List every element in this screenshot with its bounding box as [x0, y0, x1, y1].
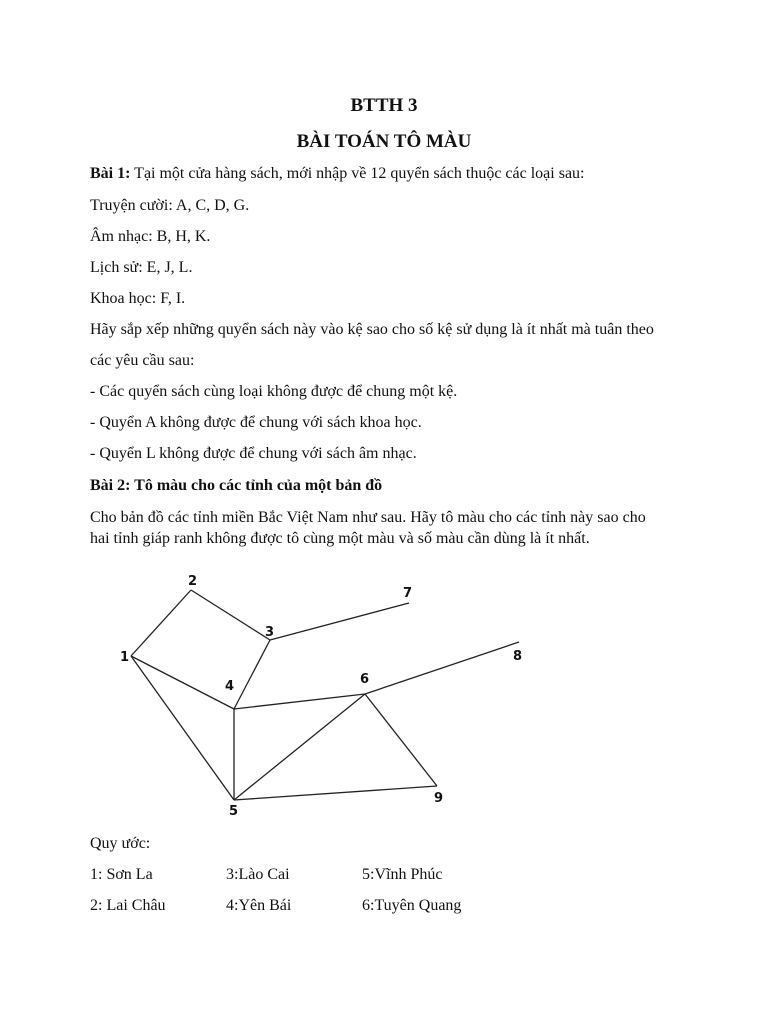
task-line: các yêu cầu sau: — [90, 352, 195, 369]
exercise1-intro-text: Tại một cửa hàng sách, mới nhập về 12 quyển sách thuộc các loại sau: — [130, 165, 585, 182]
exercise1-heading: Bài 1: — [90, 165, 131, 182]
node-label: 7 — [403, 586, 413, 601]
node-label: 3 — [265, 625, 275, 640]
exercise1-intro — [90, 165, 584, 183]
legend-item: 2: Lai Châu — [90, 897, 166, 914]
legend-item: 4:Yên Bái — [226, 897, 292, 914]
legend-item: 5:Vĩnh Phúc — [362, 866, 443, 883]
graph-edge — [191, 590, 270, 640]
rule-line: - Quyển A không được để chung với sách khoa học. — [90, 414, 422, 431]
node-label: 4 — [225, 679, 235, 694]
legend-item: 1: Sơn La — [90, 866, 153, 883]
node-label: 1 — [120, 650, 130, 665]
graph-edge — [234, 694, 365, 709]
legend-item: 3:Lào Cai — [226, 866, 290, 883]
page-subtitle: BÀI TOÁN TÔ MÀU — [296, 131, 472, 152]
graph-edge — [131, 656, 234, 800]
rule-line: - Quyển L không được để chung với sách âm nhạc. — [90, 445, 417, 462]
category-line: Lịch sử: E, J, L. — [90, 259, 193, 276]
rule-line: - Các quyển sách cùng loại không được để chung một kệ. — [90, 383, 458, 400]
node-label: 2 — [188, 574, 198, 589]
graph-edge — [234, 786, 437, 800]
category-line: Khoa học: F, I. — [90, 290, 186, 307]
graph-edge — [131, 590, 191, 656]
graph-edge — [365, 694, 437, 786]
graph-edge — [234, 640, 270, 709]
graph-edge — [131, 656, 234, 709]
exercise2-desc: hai tỉnh giáp ranh không được tô cùng một màu và số màu cần dùng là ít nhất. — [90, 530, 590, 547]
node-label: 9 — [434, 791, 444, 806]
category-line: Âm nhạc: B, H, K. — [90, 228, 211, 245]
graph-edge — [234, 694, 365, 800]
exercise2-heading: Bài 2: Tô màu cho các tỉnh của một bản đồ — [90, 477, 383, 494]
graph-edge — [365, 642, 519, 694]
node-label: 6 — [360, 672, 370, 687]
legend-heading: Quy ước: — [90, 835, 151, 852]
category-line: Truyện cười: A, C, D, G. — [90, 197, 250, 214]
page-title: BTTH 3 — [350, 95, 418, 116]
graph-edge — [270, 603, 409, 640]
legend-item: 6:Tuyên Quang — [362, 897, 462, 914]
node-label: 5 — [229, 804, 239, 819]
province-adjacency-graph — [110, 565, 540, 825]
node-label: 8 — [513, 649, 523, 664]
task-line: Hãy sắp xếp những quyển sách này vào kệ sao cho số kệ sử dụng là ít nhất mà tuân theo — [90, 321, 654, 338]
exercise2-desc: Cho bản đồ các tỉnh miền Bắc Việt Nam như sau. Hãy tô màu cho các tỉnh này sao cho — [90, 509, 646, 526]
